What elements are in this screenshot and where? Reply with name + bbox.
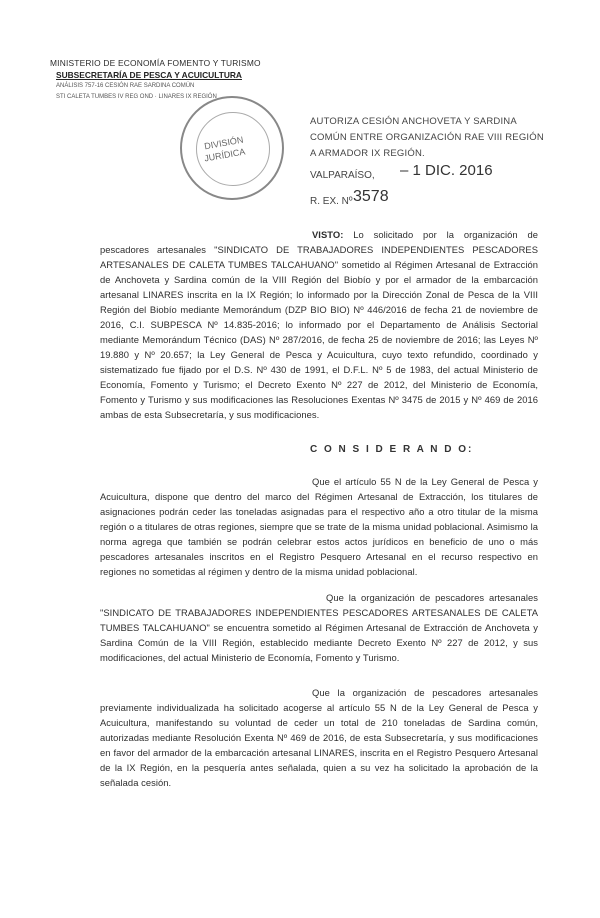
reference-line-1: ANÁLISIS 757-16 CESIÓN RAE SARDINA COMÚN xyxy=(56,83,195,89)
considerando-paragraph-3 xyxy=(100,685,538,790)
considerando-text-3: Que la organización de pescadores artesanales previamente individualizada ha solicitado acogerse al artículo 55 N de la Ley General de Pesca y Acuicultura, manifestando su voluntad de ceder un total de 210 toneladas de Sardina común, autorizadas mediante Resolución Exenta Nº 469 de 2016, de esta Subsecretaría, y sus modificaciones en favor del armador de la embarcación artesanal LINARES, inscrita en el Registro Pesquero Artesanal de la IX Región, en la pesquería antes señalada, quien a su vez ha solicitado la aprobación de la señalada cesión. xyxy=(100,687,538,788)
considerando-paragraph-1 xyxy=(100,474,538,579)
stamp-text-division: DIVISIÓN xyxy=(203,134,245,152)
resolution-number: 3578 xyxy=(353,188,389,205)
resolution-date: – 1 DIC. 2016 xyxy=(400,162,493,179)
legal-division-stamp xyxy=(180,96,284,200)
resolution-number-label: R. EX. Nº xyxy=(310,196,353,207)
visto-label: VISTO: xyxy=(312,229,344,240)
reference-line-2: STI CALETA TUMBES IV REG OND · LINARES IX REGIÓN xyxy=(56,94,217,100)
visto-text: Lo solicitado por la organización de pescadores artesanales "SINDICATO DE TRABAJADORES INDEPENDIENTES PESCADORES ARTESANALES DE CALETA TUMBES TALCAHUANO" sometido al Régimen Artesanal de Extracción de Anchoveta y Sardina común de la VIII Región del Biobío y por el armador de la embarcación artesanal LINARES inscrita en la IX Región; lo informado por la Dirección Zonal de Pesca de la VIII Región del Biobío mediante Memorándum (DZP BIO BIO) Nº 446/2016 de fecha 21 de noviembre de 2016, C.I. SUBPESCA Nº 14.835-2016; lo informado por el Departamento de Análisis Sectorial mediante Memorándum Técnico (DAS) Nº 287/2016, de fecha 25 de noviembre de 2016; las Leyes Nº 19.880 y Nº 20.657; la Ley General de Pesca y Acuicultura, cuyo texto refundido, coordinado y sistematizado fue fijado por el D.S. Nº 430 de 1991, el D.F.L. Nº 5 de 1983, del actual Ministerio de Economía, Fomento y Turismo; el Decreto Exento Nº 227 de 2012, del Ministerio de Economía, Fomento y Turismo y sus modificaciones las Resoluciones Exentas Nº 3475 de 2015 y Nº 469 de 2016 ambas de esta Subsecretaría, y sus modificaciones. xyxy=(100,229,538,420)
stamp-text-juridica: JURÍDICA xyxy=(203,146,247,164)
place-label: VALPARAÍSO, xyxy=(310,170,375,181)
visto-paragraph xyxy=(100,227,538,422)
ministry-name: MINISTERIO DE ECONOMÍA FOMENTO Y TURISMO xyxy=(50,58,261,68)
undersecretariat-name: SUBSECRETARÍA DE PESCA Y ACUICULTURA xyxy=(56,70,242,80)
considerando-text-1: Que el artículo 55 N de la Ley General de Pesca y Acuicultura, dispone que dentro del marco del Régimen Artesanal de Extracción, los titulares de asignaciones podrán ceder las toneladas asignadas para el respectivo año a otro titular de la misma región o a titulares de otras regiones, siempre que se trate de la misma unidad poblacional. Asimismo la norma agrega que también se podrán celebrar estos actos jurídicos en beneficio de uno o más pescadores artesanales inscritos en el Registro Pesquero Artesanal en el recurso respectivo en regiones no sometidas al régimen y dentro de la misma unidad poblacional. xyxy=(100,476,538,577)
considerando-heading: C O N S I D E R A N D O: xyxy=(310,444,474,455)
considerando-paragraph-2 xyxy=(100,590,538,665)
resolution-subject: AUTORIZA CESIÓN ANCHOVETA Y SARDINA COMÚN ENTRE ORGANIZACIÓN RAE VIII REGIÓN A ARMADOR IX REGIÓN. xyxy=(310,116,544,159)
considerando-text-2: Que la organización de pescadores artesanales "SINDICATO DE TRABAJADORES INDEPENDIENTES PESCADORES ARTESANALES DE CALETA TUMBES TALCAHUANO" se encuentra sometido al Régimen Artesanal de Extracción de Anchoveta y Sardina Común de la VIII Región, establecido mediante Decreto Exento Nº 227 de 2012, y sus modificaciones, del actual Ministerio de Economía, Fomento y Turismo. xyxy=(100,592,538,663)
